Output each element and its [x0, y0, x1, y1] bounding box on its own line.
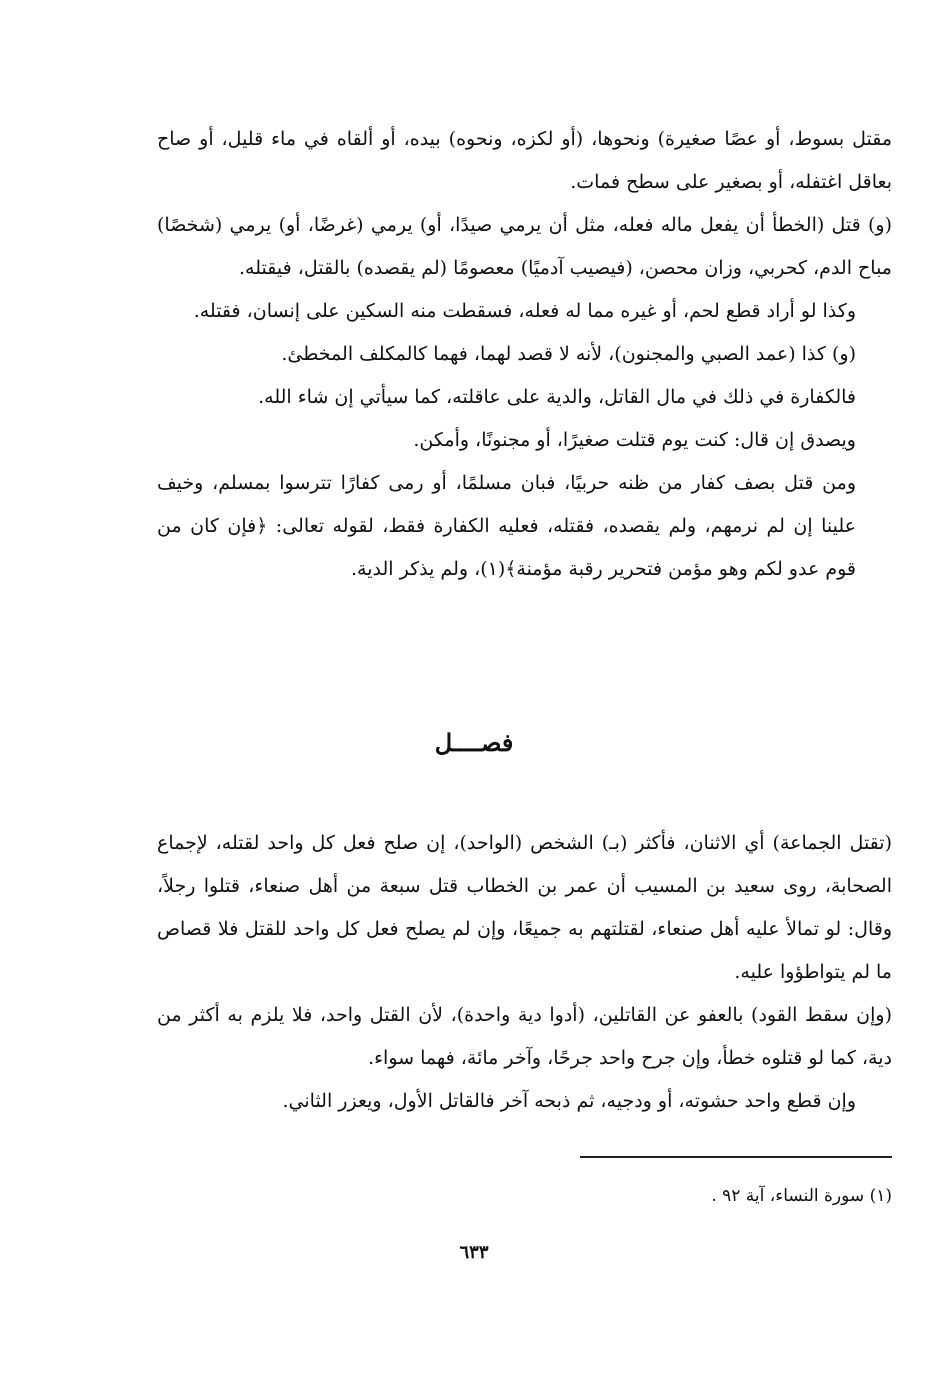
text-block-top: [157, 118, 892, 591]
text-block-bottom: [157, 822, 892, 1123]
paragraph: مقتل بسوط، أو عصًا صغيرة) ونحوها، (أو لكزه، ونحوه) بيده، أو ألقاه في ماء قليل، أو صاح بعاقل اغتفله، أو بصغير على سطح فمات.: [157, 128, 892, 193]
footnote: (١) سورة النساء، آية ٩٢ .: [711, 1186, 892, 1206]
paragraph: (و) كذا (عمد الصبي والمجنون)، لأنه لا قصد لهما، فهما كالمكلف المخطئ.: [281, 343, 856, 365]
paragraph: وإن قطع واحد حشوته، أو ودجيه، ثم ذبحه آخر فالقاتل الأول، ويعزر الثاني.: [282, 1090, 856, 1112]
paragraph: ويصدق إن قال: كنت يوم قتلت صغيرًا، أو مجنونًا، وأمكن.: [413, 429, 856, 451]
paragraph: ومن قتل بصف كفار من ظنه حربيًا، فبان مسلمًا، أو رمى كفارًا تترسوا بمسلم، وخيف علينا إن لم نرمهم، ولم يقصده، فقتله، فعليه الكفارة فقط، لقوله تعالى: ﴿فإن كان من قوم عدو لكم وهو مؤمن فتحرير رقبة مؤمنة﴾(١)، ولم يذكر الدية.: [157, 472, 856, 580]
section-title: فصــــل: [434, 728, 514, 757]
page-number: ٦٣٣: [459, 1242, 489, 1263]
paragraph: (وإن سقط القود) بالعفو عن القاتلين، (أدوا دية واحدة)، لأن القتل واحد، فلا يلزم به أكثر من دية، كما لو قتلوه خطأ، وإن جرح واحد جرحًا، وآخر مائة، فهما سواء.: [157, 1004, 892, 1069]
paragraph: (تقتل الجماعة) أي الاثنان، فأكثر (بـ) الشخص (الواحد)، إن صلح فعل كل واحد لقتله، لإجماع الصحابة، روى سعيد بن المسيب أن عمر بن الخطاب قتل سبعة من أهل صنعاء، قتلوا رجلاً، وقال: لو تمالأ عليه أهل صنعاء، لقتلتهم به جميعًا، وإن لم يصلح فعل كل واحد للقتل فلا قصاص ما لم يتواطؤوا عليه.: [157, 832, 892, 983]
paragraph: فالكفارة في ذلك في مال القاتل، والدية على عاقلته، كما سيأتي إن شاء الله.: [258, 386, 856, 408]
footnote-divider: [580, 1156, 892, 1158]
paragraph: وكذا لو أراد قطع لحم، أو غيره مما له فعله، فسقطت منه السكين على إنسان، فقتله.: [193, 300, 856, 322]
paragraph: (و) قتل (الخطأ أن يفعل ماله فعله، مثل أن يرمي صيدًا، أو) يرمي (غرضًا، أو) يرمي (شخصًا) مباح الدم، كحربي، وزان محصن، (فيصيب آدميًا) معصومًا (لم يقصده) بالقتل، فيقتله.: [157, 214, 892, 279]
